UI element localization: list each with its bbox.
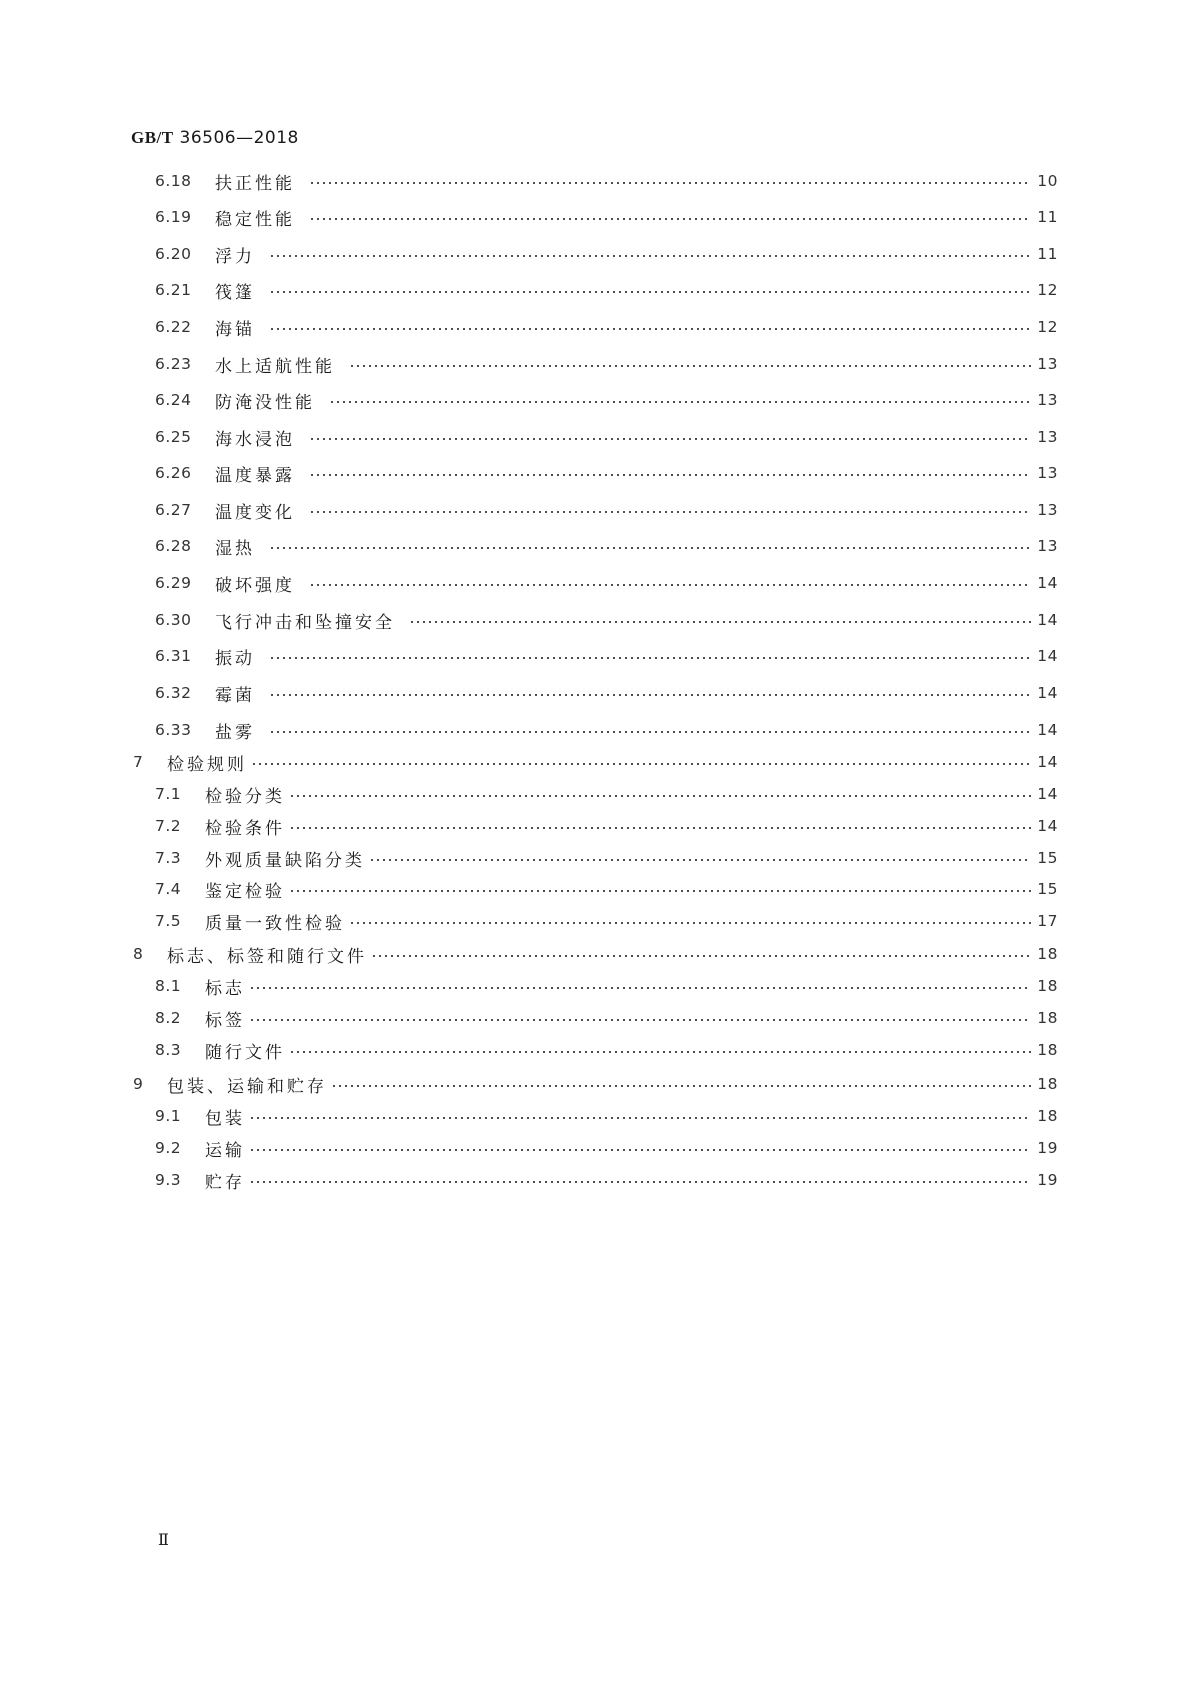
dot-leader xyxy=(289,890,1031,892)
toc-entry-number: 7.4 xyxy=(155,880,182,898)
toc-entry[interactable] xyxy=(0,1103,1191,1129)
toc-entry-title: 水上适航性能 xyxy=(215,356,335,377)
dot-leader xyxy=(269,328,1031,330)
toc-entry[interactable] xyxy=(0,680,1191,706)
toc-entry[interactable] xyxy=(0,781,1191,807)
toc-entry-title: 霉菌 xyxy=(215,685,255,706)
toc-entry-page: 18 xyxy=(1037,1009,1058,1027)
toc-entry-number: 8.1 xyxy=(155,977,182,995)
toc-entry-title: 标志、标签和随行文件 xyxy=(167,946,367,967)
toc-entry-number: 6.22 xyxy=(155,318,192,336)
toc-entry-number: 9.3 xyxy=(155,1171,182,1189)
toc-entry-number: 6.28 xyxy=(155,537,192,555)
toc-entry-title: 温度变化 xyxy=(215,502,295,523)
toc-entry-page: 14 xyxy=(1037,785,1058,803)
toc-entry[interactable] xyxy=(0,1167,1191,1193)
toc-entry-number: 6.18 xyxy=(155,172,192,190)
toc-entry[interactable] xyxy=(0,277,1191,303)
toc-entry[interactable] xyxy=(0,424,1191,450)
toc-entry[interactable] xyxy=(0,351,1191,377)
toc-entry-page: 14 xyxy=(1037,721,1058,739)
dot-leader xyxy=(269,255,1031,257)
toc-entry[interactable] xyxy=(0,643,1191,669)
toc-entry-page: 15 xyxy=(1037,849,1058,867)
toc-entry-page: 14 xyxy=(1037,753,1058,771)
toc-entry-page: 13 xyxy=(1037,501,1058,519)
dot-leader xyxy=(269,657,1031,659)
standard-code: 36506—2018 xyxy=(179,128,299,148)
dot-leader xyxy=(251,763,1031,765)
toc-entry[interactable] xyxy=(0,241,1191,267)
toc-entry-page: 12 xyxy=(1037,318,1058,336)
dot-leader xyxy=(329,401,1031,403)
toc-entry-title: 标签 xyxy=(205,1010,245,1031)
toc-entry-page: 11 xyxy=(1037,245,1058,263)
dot-leader xyxy=(349,922,1031,924)
toc-entry[interactable] xyxy=(0,387,1191,413)
toc-entry-page: 11 xyxy=(1037,208,1058,226)
toc-entry[interactable] xyxy=(0,314,1191,340)
toc-entry-number: 7.3 xyxy=(155,849,182,867)
toc-entry-number: 6.31 xyxy=(155,647,192,665)
toc-entry-number: 7.1 xyxy=(155,785,182,803)
toc-entry-title: 飞行冲击和坠撞安全 xyxy=(215,612,395,633)
toc-entry-number: 6.24 xyxy=(155,391,192,409)
toc-entry-number: 7 xyxy=(133,753,144,771)
toc-entry-number: 7.2 xyxy=(155,817,182,835)
dot-leader xyxy=(369,859,1031,861)
toc-entry-page: 18 xyxy=(1037,945,1058,963)
dot-leader xyxy=(309,438,1031,440)
toc-entry-number: 8.3 xyxy=(155,1041,182,1059)
toc-entry-title: 盐雾 xyxy=(215,722,255,743)
dot-leader xyxy=(249,1149,1031,1151)
dot-leader xyxy=(289,1051,1031,1053)
toc-entry-number: 6.30 xyxy=(155,611,192,629)
toc-entry-page: 10 xyxy=(1037,172,1058,190)
toc-entry[interactable] xyxy=(0,570,1191,596)
toc-entry-number: 8 xyxy=(133,945,144,963)
toc-entry-title: 运输 xyxy=(205,1140,245,1161)
toc-entry-number: 6.20 xyxy=(155,245,192,263)
toc-entry-page: 14 xyxy=(1037,647,1058,665)
toc-entry-title: 筏篷 xyxy=(215,282,255,303)
dot-leader xyxy=(309,218,1031,220)
toc-entry-page: 18 xyxy=(1037,1107,1058,1125)
toc-entry[interactable] xyxy=(0,876,1191,902)
toc-entry-title: 浮力 xyxy=(215,246,255,267)
dot-leader xyxy=(289,827,1031,829)
toc-entry[interactable] xyxy=(0,717,1191,743)
toc-entry-title: 质量一致性检验 xyxy=(205,913,345,934)
toc-entry[interactable] xyxy=(0,204,1191,230)
toc-entry[interactable] xyxy=(0,607,1191,633)
toc-entry-title: 包装、运输和贮存 xyxy=(167,1076,327,1097)
dot-leader xyxy=(349,365,1031,367)
toc-entry[interactable] xyxy=(0,973,1191,999)
toc-entry[interactable] xyxy=(0,749,1191,775)
toc-entry-page: 18 xyxy=(1037,1041,1058,1059)
toc-entry-page: 19 xyxy=(1037,1139,1058,1157)
toc-entry[interactable] xyxy=(0,813,1191,839)
toc-entry[interactable] xyxy=(0,941,1191,967)
toc-entry-page: 13 xyxy=(1037,355,1058,373)
toc-entry[interactable] xyxy=(0,533,1191,559)
toc-entry-number: 7.5 xyxy=(155,912,182,930)
toc-entry-number: 6.29 xyxy=(155,574,192,592)
toc-entry[interactable] xyxy=(0,908,1191,934)
toc-entry-page: 12 xyxy=(1037,281,1058,299)
toc-entry-title: 海锚 xyxy=(215,319,255,340)
page-number: Ⅱ xyxy=(158,1532,169,1549)
toc-entry-title: 扶正性能 xyxy=(215,173,295,194)
toc-entry[interactable] xyxy=(0,168,1191,194)
dot-leader xyxy=(309,584,1031,586)
toc-entry-number: 6.25 xyxy=(155,428,192,446)
toc-entry-page: 13 xyxy=(1037,391,1058,409)
toc-entry-title: 振动 xyxy=(215,648,255,669)
toc-entry[interactable] xyxy=(0,1037,1191,1063)
toc-entry-number: 9 xyxy=(133,1075,144,1093)
toc-entry-title: 标志 xyxy=(205,978,245,999)
toc-entry-page: 18 xyxy=(1037,1075,1058,1093)
dot-leader xyxy=(249,1117,1031,1119)
toc-entry-page: 18 xyxy=(1037,977,1058,995)
toc-entry[interactable] xyxy=(0,460,1191,486)
toc-entry[interactable] xyxy=(0,1135,1191,1161)
toc-entry-number: 6.21 xyxy=(155,281,192,299)
toc-entry-page: 19 xyxy=(1037,1171,1058,1189)
dot-leader xyxy=(309,182,1031,184)
dot-leader xyxy=(269,694,1031,696)
toc-entry[interactable] xyxy=(0,845,1191,871)
toc-entry[interactable] xyxy=(0,1005,1191,1031)
toc-entry-number: 8.2 xyxy=(155,1009,182,1027)
toc-entry[interactable] xyxy=(0,1071,1191,1097)
toc-entry-number: 9.1 xyxy=(155,1107,182,1125)
toc-entry-title: 防淹没性能 xyxy=(215,392,315,413)
toc-entry-title: 随行文件 xyxy=(205,1042,285,1063)
dot-leader xyxy=(309,511,1031,513)
dot-leader xyxy=(309,474,1031,476)
toc-entry-page: 14 xyxy=(1037,817,1058,835)
dot-leader xyxy=(371,955,1031,957)
toc-entry-title: 湿热 xyxy=(215,538,255,559)
toc-entry-number: 6.23 xyxy=(155,355,192,373)
toc-entry-title: 检验规则 xyxy=(167,754,247,775)
toc-entry-title: 检验分类 xyxy=(205,786,285,807)
toc-entry-title: 贮存 xyxy=(205,1172,245,1193)
toc-entry-page: 17 xyxy=(1037,912,1058,930)
dot-leader xyxy=(331,1085,1031,1087)
dot-leader xyxy=(269,547,1031,549)
dot-leader xyxy=(249,1019,1031,1021)
toc-entry[interactable] xyxy=(0,497,1191,523)
toc-entry-title: 海水浸泡 xyxy=(215,429,295,450)
dot-leader xyxy=(409,621,1031,623)
toc-entry-number: 6.27 xyxy=(155,501,192,519)
dot-leader xyxy=(269,731,1031,733)
dot-leader xyxy=(289,795,1031,797)
toc-entry-title: 温度暴露 xyxy=(215,465,295,486)
toc-entry-page: 13 xyxy=(1037,537,1058,555)
toc-entry-page: 15 xyxy=(1037,880,1058,898)
toc-entry-title: 破坏强度 xyxy=(215,575,295,596)
toc-entry-page: 14 xyxy=(1037,574,1058,592)
toc-entry-page: 14 xyxy=(1037,611,1058,629)
dot-leader xyxy=(249,1181,1031,1183)
toc-entry-page: 13 xyxy=(1037,464,1058,482)
standard-prefix: GB/T xyxy=(131,128,174,147)
toc-entry-title: 外观质量缺陷分类 xyxy=(205,850,365,871)
dot-leader xyxy=(249,987,1031,989)
toc-entry-title: 包装 xyxy=(205,1108,245,1129)
toc-entry-title: 鉴定检验 xyxy=(205,881,285,902)
toc-entry-number: 6.33 xyxy=(155,721,192,739)
toc-entry-title: 稳定性能 xyxy=(215,209,295,230)
toc-entry-title: 检验条件 xyxy=(205,818,285,839)
toc-entry-number: 6.26 xyxy=(155,464,192,482)
toc-entry-page: 13 xyxy=(1037,428,1058,446)
toc-entry-number: 6.32 xyxy=(155,684,192,702)
toc-entry-number: 9.2 xyxy=(155,1139,182,1157)
dot-leader xyxy=(269,291,1031,293)
toc-entry-number: 6.19 xyxy=(155,208,192,226)
toc-entry-page: 14 xyxy=(1037,684,1058,702)
